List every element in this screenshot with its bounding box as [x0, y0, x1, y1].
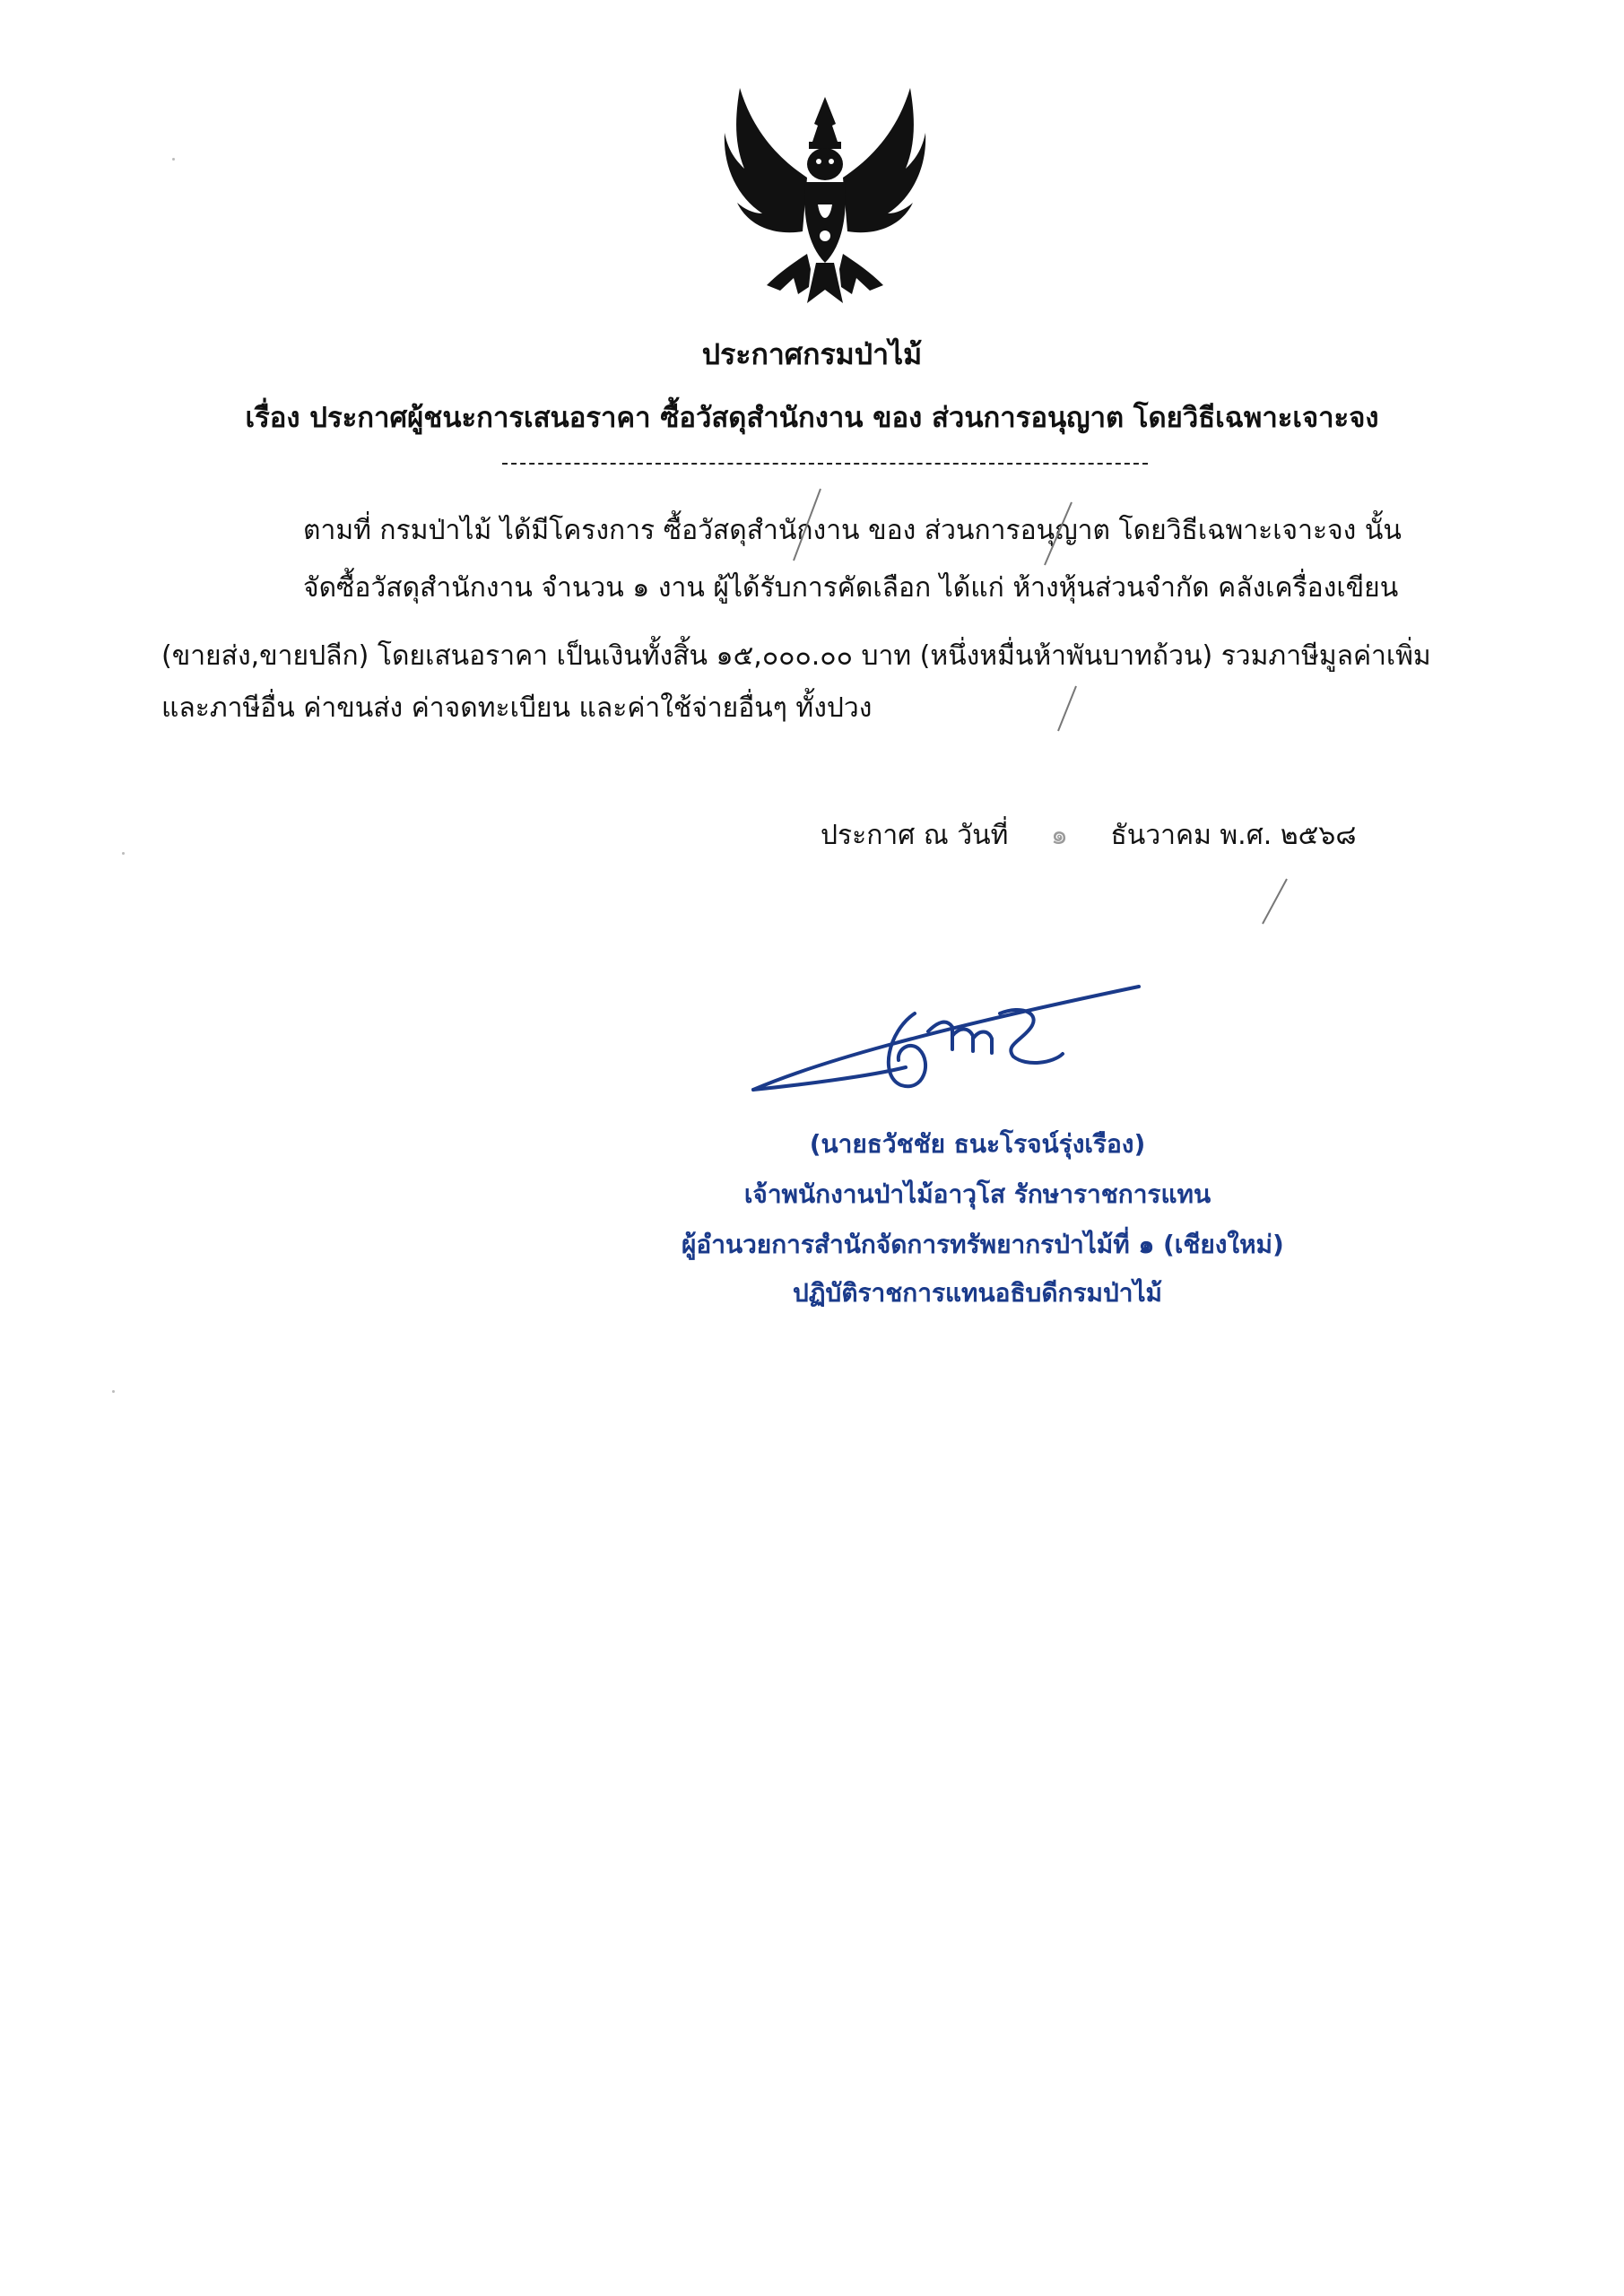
pen-mark-2 — [1040, 498, 1076, 570]
signatory-name: (นายธวัชชัย ธนะโรจน์รุ่งเรือง) — [809, 1129, 1146, 1159]
title-divider — [502, 463, 1148, 465]
announcement-date — [821, 814, 1356, 857]
signatory-position-1: เจ้าพนักงานป่าไม้อาวุโส รักษาราชการแทน — [743, 1179, 1211, 1209]
scan-speck — [172, 158, 175, 161]
body-line-4: และภาษีอื่น ค่าขนส่ง ค่าจดทะเบียน และค่าใช้จ่ายอื่นๆ ทั้งปวง — [161, 692, 873, 724]
body-line-1: ตามที่ กรมป่าไม้ ได้มีโครงการ ซื้อวัสดุสำนักงาน ของ ส่วนการอนุญาต โดยวิธีเฉพาะเจาะจง นั้น — [303, 515, 1402, 546]
body-line-3: (ขายส่ง,ขายปลีก) โดยเสนอราคา เป็นเงินทั้งสิ้น ๑๕,๐๐๐.๐๐ บาท (หนึ่งหมื่นห้าพันบาทถ้วน) รวมภาษีมูลค่าเพิ่ม — [161, 640, 1431, 672]
signatory-position-3: ปฏิบัติราชการแทนอธิบดีกรมป่าไม้ — [792, 1278, 1162, 1308]
date-month-year: ธันวาคม พ.ศ. ๒๕๖๘ — [1110, 820, 1357, 851]
pen-mark-1 — [789, 484, 825, 565]
document-title: ประกาศกรมป่าไม้ — [701, 337, 923, 371]
scan-speck — [112, 1390, 115, 1393]
pen-mark-4 — [1255, 874, 1291, 928]
scan-speck — [122, 852, 125, 855]
date-day: ๑ — [1050, 820, 1068, 851]
date-prefix: ประกาศ ณ วันที่ — [821, 820, 1009, 851]
garuda-emblem-icon — [717, 79, 933, 312]
body-line-2: จัดซื้อวัสดุสำนักงาน จำนวน ๑ งาน ผู้ได้รับการคัดเลือก ได้แก่ ห้างหุ้นส่วนจำกัด คลังเครื่องเขียน — [303, 572, 1399, 604]
pen-mark-3 — [1054, 682, 1081, 735]
handwritten-signature — [744, 978, 1148, 1112]
signatory-position-2: ผู้อำนวยการสำนักจัดการทรัพยากรป่าไม้ที่ ๑ (เชียงใหม่) — [682, 1230, 1284, 1259]
document-subject: เรื่อง ประกาศผู้ชนะการเสนอราคา ซื้อวัสดุสำนักงาน ของ ส่วนการอนุญาต โดยวิธีเฉพาะเจาะจง — [245, 402, 1379, 434]
